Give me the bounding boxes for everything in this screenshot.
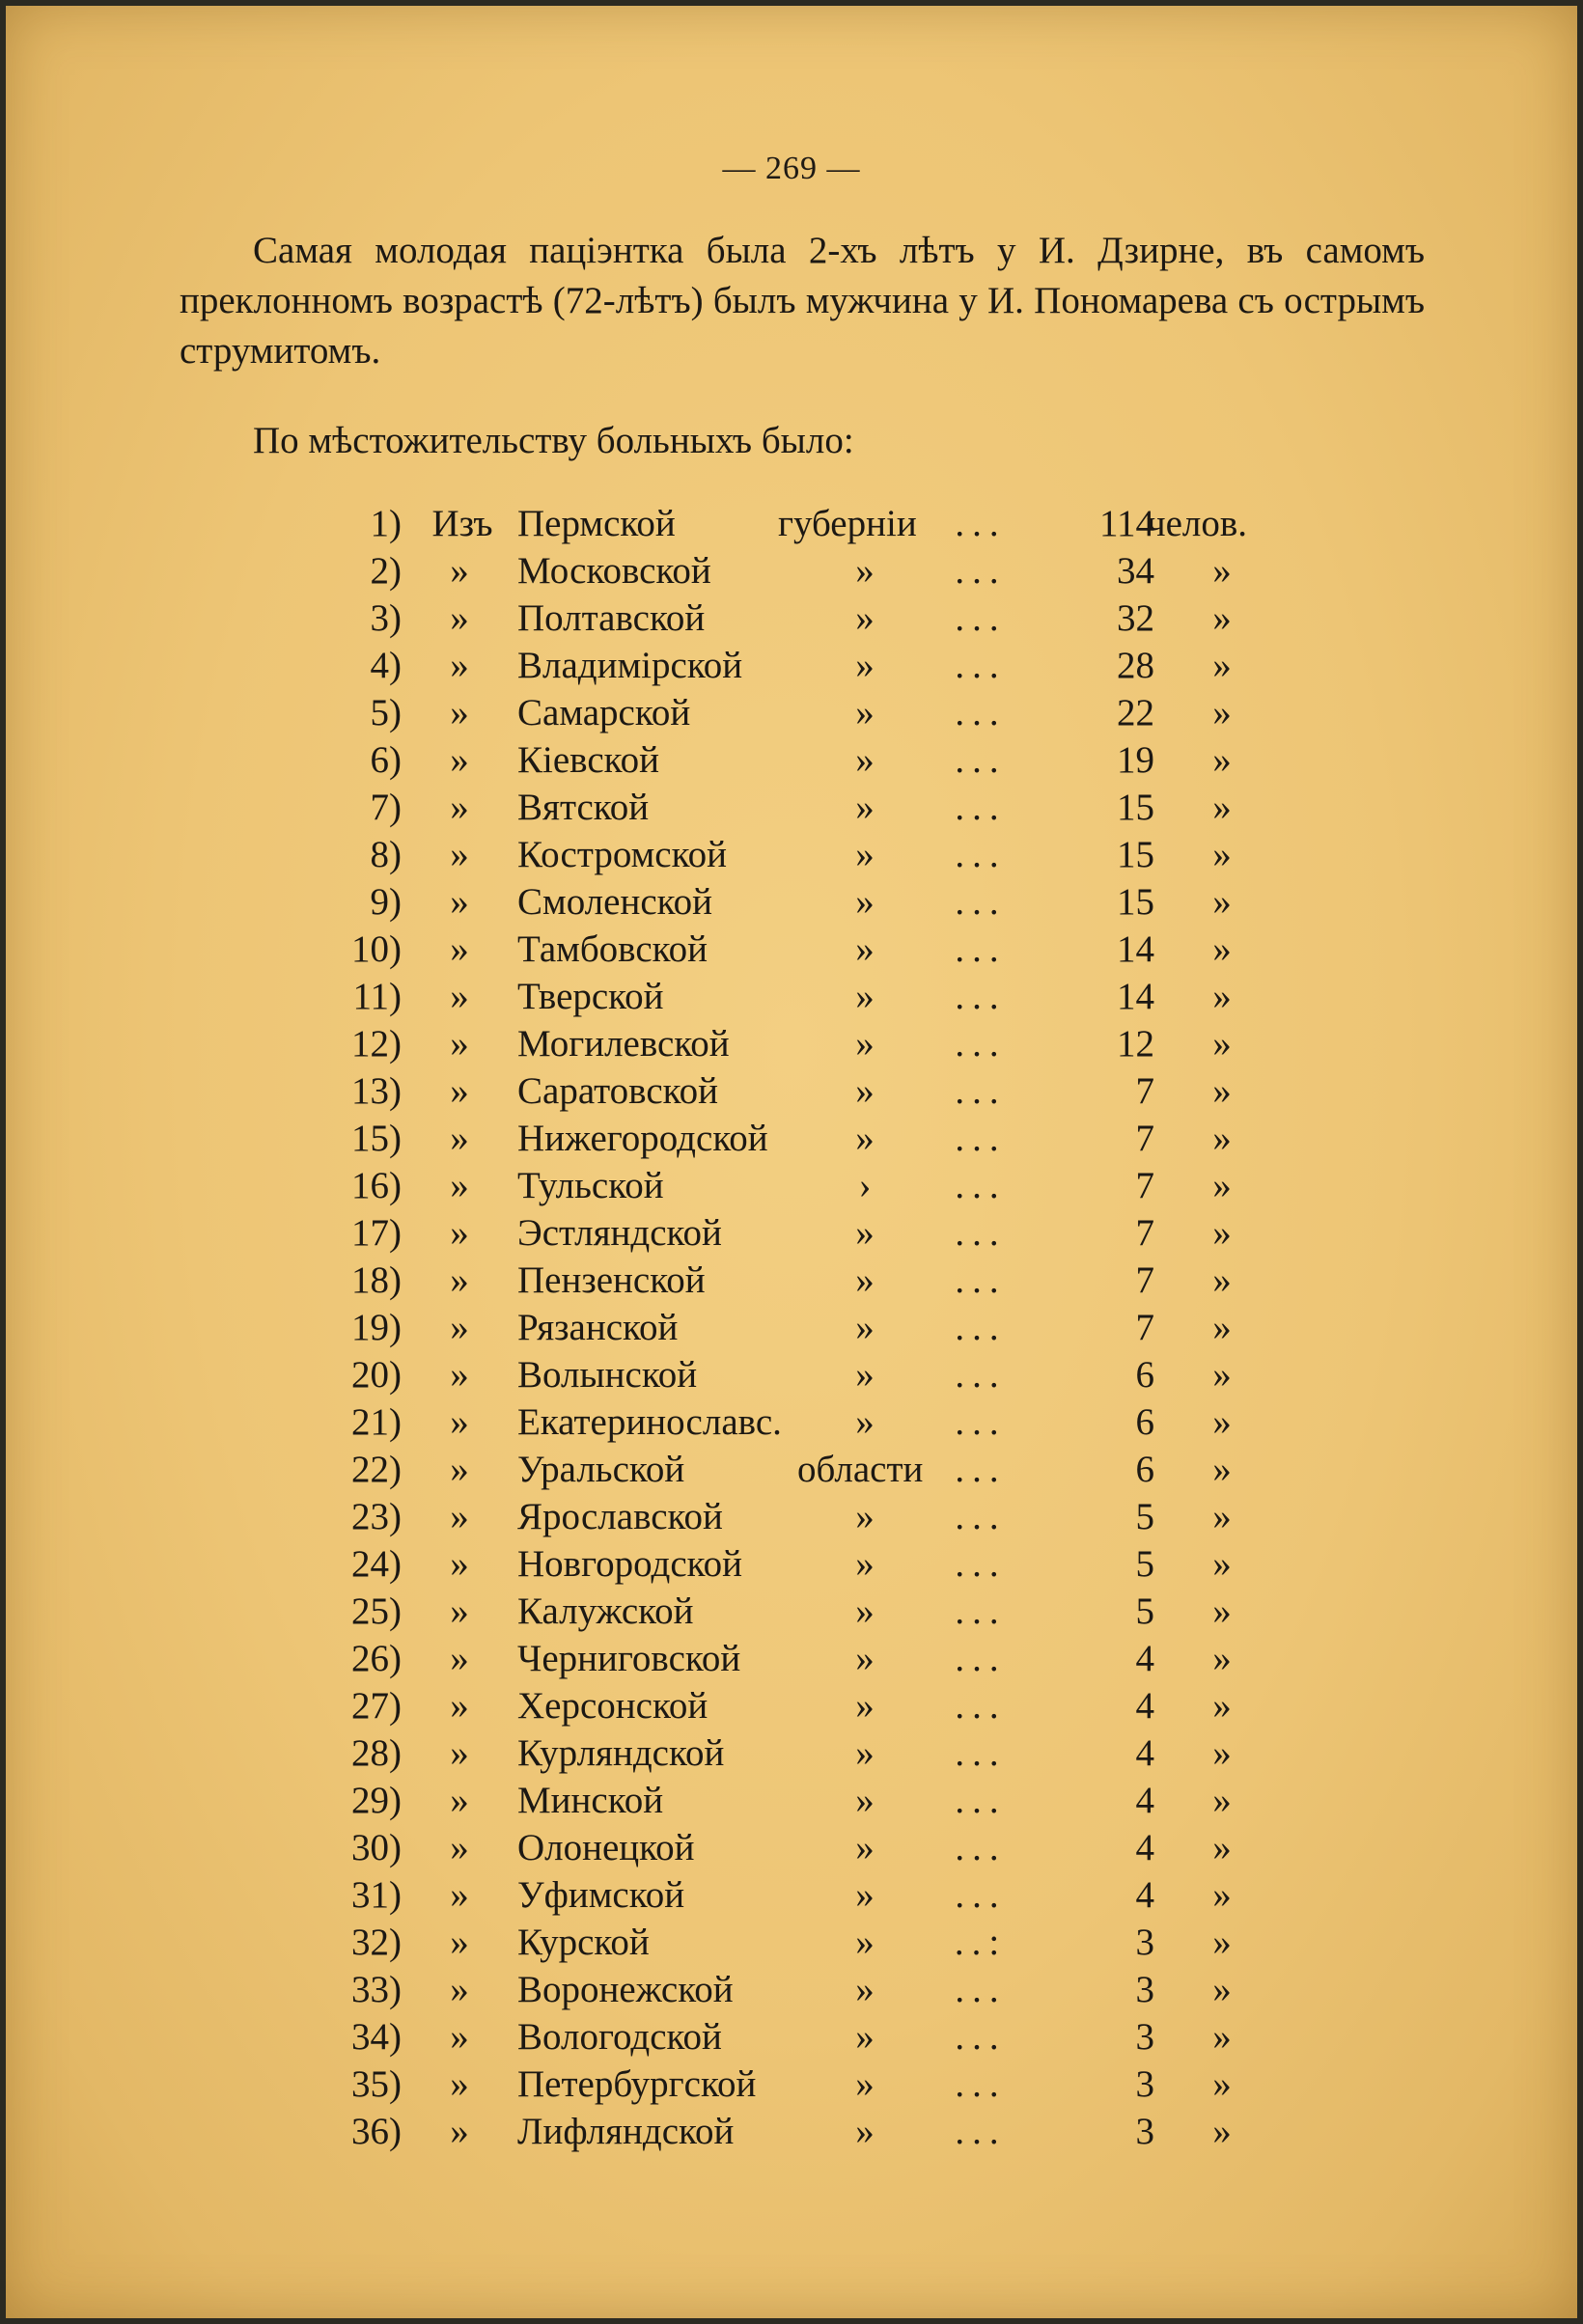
- leader-dots: ...: [955, 834, 1007, 875]
- row-preposition: »: [450, 1118, 469, 1159]
- count-unit: »: [1212, 2016, 1232, 2058]
- row-number: 10): [351, 928, 402, 970]
- leader-dots: ...: [955, 1638, 1007, 1679]
- row-preposition: »: [450, 1496, 469, 1537]
- patient-count: 5: [1135, 1543, 1154, 1585]
- province-type: »: [855, 2016, 875, 2058]
- province-type: губерніи: [778, 503, 917, 544]
- row-preposition: »: [450, 1259, 469, 1301]
- leader-dots: ...: [955, 928, 1007, 970]
- patient-count: 3: [1135, 2063, 1154, 2105]
- table-row: [6, 831, 1577, 878]
- leader-dots: ...: [955, 1732, 1007, 1774]
- row-number: 3): [370, 597, 402, 639]
- province-name: Эстляндской: [517, 1212, 722, 1254]
- count-unit: »: [1212, 1922, 1232, 1963]
- patient-count: 4: [1135, 1685, 1154, 1727]
- row-number: 35): [351, 2063, 402, 2105]
- patient-count: 22: [1117, 692, 1154, 733]
- province-name: Тамбовской: [517, 928, 708, 970]
- row-number: 29): [351, 1780, 402, 1821]
- leader-dots: ...: [955, 1259, 1007, 1301]
- province-type: »: [855, 645, 875, 686]
- row-preposition: Изъ: [431, 503, 493, 544]
- table-row: [6, 1304, 1577, 1351]
- table-row: [6, 2108, 1577, 2155]
- row-number: 32): [351, 1922, 402, 1963]
- row-preposition: »: [450, 1307, 469, 1348]
- province-type: »: [855, 1023, 875, 1065]
- row-preposition: »: [450, 1685, 469, 1727]
- row-number: 28): [351, 1732, 402, 1774]
- patient-count: 3: [1135, 2111, 1154, 2152]
- row-number: 21): [351, 1401, 402, 1443]
- book-page: [6, 6, 1577, 2318]
- count-unit: »: [1212, 1165, 1232, 1206]
- province-name: Петербургской: [517, 2063, 757, 2105]
- patient-count: 32: [1117, 597, 1154, 639]
- count-unit: »: [1212, 1023, 1232, 1065]
- row-number: 5): [370, 692, 402, 733]
- row-preposition: »: [450, 976, 469, 1017]
- patient-count: 4: [1135, 1827, 1154, 1868]
- leader-dots: ...: [955, 1212, 1007, 1254]
- patient-count: 7: [1135, 1070, 1154, 1112]
- province-name: Самарской: [517, 692, 691, 733]
- row-preposition: »: [450, 1354, 469, 1396]
- province-name: Вятской: [517, 787, 650, 828]
- row-preposition: »: [450, 1023, 469, 1065]
- patient-count: 19: [1117, 739, 1154, 781]
- row-preposition: »: [450, 1732, 469, 1774]
- row-preposition: »: [450, 881, 469, 923]
- row-preposition: »: [450, 1969, 469, 2010]
- province-type: »: [855, 1212, 875, 1254]
- patient-count: 14: [1117, 976, 1154, 1017]
- row-preposition: »: [450, 1922, 469, 1963]
- count-unit: »: [1212, 1685, 1232, 1727]
- table-row: [6, 2013, 1577, 2061]
- row-number: 8): [370, 834, 402, 875]
- count-unit: »: [1212, 1401, 1232, 1443]
- count-unit: »: [1212, 597, 1232, 639]
- patient-count: 5: [1135, 1496, 1154, 1537]
- province-name: Тверской: [517, 976, 664, 1017]
- count-unit: »: [1212, 834, 1232, 875]
- row-preposition: »: [450, 1874, 469, 1916]
- province-type: »: [855, 1307, 875, 1348]
- province-name: Владимірской: [517, 645, 743, 686]
- province-name: Курской: [517, 1922, 650, 1963]
- province-name: Смоленской: [517, 881, 712, 923]
- row-number: 27): [351, 1685, 402, 1727]
- leader-dots: ...: [955, 2016, 1007, 2058]
- leader-dots: ...: [955, 503, 1007, 544]
- table-row: [6, 1919, 1577, 1966]
- province-name: Уфимской: [517, 1874, 685, 1916]
- province-name: Полтавской: [517, 597, 706, 639]
- province-type: »: [855, 1496, 875, 1537]
- province-name: Минской: [517, 1780, 664, 1821]
- row-number: 36): [351, 2111, 402, 2152]
- table-row: [6, 1588, 1577, 1635]
- table-row: [6, 1966, 1577, 2013]
- row-number: 23): [351, 1496, 402, 1537]
- table-row: [6, 547, 1577, 595]
- province-type: »: [855, 1874, 875, 1916]
- patient-count: 7: [1135, 1212, 1154, 1254]
- count-unit: »: [1212, 787, 1232, 828]
- province-type: »: [855, 928, 875, 970]
- patient-count: 7: [1135, 1118, 1154, 1159]
- table-row: [6, 1067, 1577, 1115]
- row-number: 7): [370, 787, 402, 828]
- row-preposition: »: [450, 1449, 469, 1490]
- table-row: [6, 1020, 1577, 1067]
- row-number: 34): [351, 2016, 402, 2058]
- row-number: 31): [351, 1874, 402, 1916]
- row-number: 9): [370, 881, 402, 923]
- table-row: [6, 642, 1577, 689]
- leader-dots: ...: [955, 2111, 1007, 2152]
- province-name: Курляндской: [517, 1732, 725, 1774]
- patient-count: 6: [1135, 1401, 1154, 1443]
- province-type: области: [797, 1449, 924, 1490]
- row-preposition: »: [450, 2111, 469, 2152]
- row-preposition: »: [450, 597, 469, 639]
- province-type: »: [855, 1638, 875, 1679]
- province-type: »: [855, 1401, 875, 1443]
- leader-dots: ...: [955, 1496, 1007, 1537]
- province-type: »: [855, 787, 875, 828]
- patient-count: 5: [1135, 1591, 1154, 1632]
- count-unit: »: [1212, 1118, 1232, 1159]
- count-unit: челов.: [1147, 503, 1248, 544]
- patient-count: 3: [1135, 1922, 1154, 1963]
- patient-count: 15: [1117, 787, 1154, 828]
- row-number: 22): [351, 1449, 402, 1490]
- leader-dots: ...: [955, 1023, 1007, 1065]
- row-number: 33): [351, 1969, 402, 2010]
- row-preposition: »: [450, 1780, 469, 1821]
- row-number: 16): [351, 1165, 402, 1206]
- patient-count: 7: [1135, 1259, 1154, 1301]
- province-type: »: [855, 1780, 875, 1821]
- province-name: Саратовской: [517, 1070, 718, 1112]
- row-preposition: »: [450, 1543, 469, 1585]
- leader-dots: ...: [955, 692, 1007, 733]
- patient-count: 6: [1135, 1354, 1154, 1396]
- table-row: [6, 736, 1577, 784]
- table-row: [6, 1257, 1577, 1304]
- province-name: Олонецкой: [517, 1827, 695, 1868]
- row-number: 26): [351, 1638, 402, 1679]
- table-row: [6, 1824, 1577, 1871]
- row-number: 24): [351, 1543, 402, 1585]
- province-name: Херсонской: [517, 1685, 708, 1727]
- row-number: 11): [352, 976, 402, 1017]
- patient-count: 12: [1117, 1023, 1154, 1065]
- leader-dots: ...: [955, 1307, 1007, 1348]
- leader-dots: ...: [955, 881, 1007, 923]
- count-unit: »: [1212, 739, 1232, 781]
- leader-dots: ...: [955, 1354, 1007, 1396]
- row-preposition: »: [450, 834, 469, 875]
- count-unit: »: [1212, 2063, 1232, 2105]
- leader-dots: ...: [955, 1685, 1007, 1727]
- leader-dots: ...: [955, 597, 1007, 639]
- leader-dots: ...: [955, 1070, 1007, 1112]
- table-row: [6, 973, 1577, 1020]
- leader-dots: ...: [955, 2063, 1007, 2105]
- row-number: 19): [351, 1307, 402, 1348]
- province-name: Ярославской: [517, 1496, 723, 1537]
- table-row: [6, 500, 1577, 547]
- province-name: Новгородской: [517, 1543, 742, 1585]
- leader-dots: ...: [955, 1165, 1007, 1206]
- count-unit: »: [1212, 928, 1232, 970]
- leader-dots: ...: [955, 1401, 1007, 1443]
- row-number: 20): [351, 1354, 402, 1396]
- leader-dots: ..:: [954, 1922, 1008, 1963]
- count-unit: »: [1212, 645, 1232, 686]
- count-unit: »: [1212, 1638, 1232, 1679]
- province-name: Пензенской: [517, 1259, 706, 1301]
- count-unit: »: [1212, 1969, 1232, 2010]
- count-unit: »: [1212, 1212, 1232, 1254]
- patient-count: 15: [1117, 834, 1154, 875]
- province-type: »: [855, 1685, 875, 1727]
- province-type: »: [855, 1922, 875, 1963]
- table-row: [6, 1777, 1577, 1824]
- province-name: Могилевской: [517, 1023, 730, 1065]
- leader-dots: ...: [955, 645, 1007, 686]
- intro-paragraph: Самая молодая паціэнтка была 2-хъ лѣтъ у И. Дзирне, въ самомъ преклонномъ возрастѣ (72-лѣтъ) былъ мужчина у И. Пономарева съ острымъ струмитомъ.: [180, 230, 1425, 372]
- row-preposition: »: [450, 550, 469, 592]
- count-unit: »: [1212, 1496, 1232, 1537]
- count-unit: »: [1212, 1591, 1232, 1632]
- count-unit: »: [1212, 1307, 1232, 1348]
- leader-dots: ...: [955, 1118, 1007, 1159]
- table-row: [6, 1871, 1577, 1919]
- leader-dots: ...: [955, 1827, 1007, 1868]
- patient-count: 114: [1098, 503, 1154, 544]
- province-name: Кіевской: [517, 739, 659, 781]
- table-row: [6, 1209, 1577, 1257]
- row-preposition: »: [450, 2063, 469, 2105]
- province-type: »: [855, 1354, 875, 1396]
- table-row: [6, 926, 1577, 973]
- province-name: Уральской: [517, 1449, 685, 1490]
- count-unit: »: [1212, 1543, 1232, 1585]
- table-row: [6, 689, 1577, 736]
- table-row: [6, 784, 1577, 831]
- province-name: Вологодской: [517, 2016, 722, 2058]
- patient-count: 3: [1135, 1969, 1154, 2010]
- row-preposition: »: [450, 1827, 469, 1868]
- province-type: »: [855, 2111, 875, 2152]
- count-unit: »: [1212, 692, 1232, 733]
- row-number: 18): [351, 1259, 402, 1301]
- province-type: »: [855, 1969, 875, 2010]
- province-name: Костромской: [517, 834, 727, 875]
- province-type: »: [855, 1591, 875, 1632]
- leader-dots: ...: [955, 1969, 1007, 2010]
- leader-dots: ...: [955, 1449, 1007, 1490]
- row-preposition: »: [450, 692, 469, 733]
- leader-dots: ...: [955, 1543, 1007, 1585]
- count-unit: »: [1212, 1732, 1232, 1774]
- row-preposition: »: [450, 1591, 469, 1632]
- page-number: — 269 —: [722, 151, 861, 186]
- province-type: »: [855, 2063, 875, 2105]
- count-unit: »: [1212, 1449, 1232, 1490]
- row-number: 6): [370, 739, 402, 781]
- patient-count: 4: [1135, 1780, 1154, 1821]
- row-number: 30): [351, 1827, 402, 1868]
- table-row: [6, 1398, 1577, 1446]
- patient-count: 4: [1135, 1638, 1154, 1679]
- province-type: ›: [858, 1165, 872, 1206]
- patient-count: 6: [1135, 1449, 1154, 1490]
- province-name: Калужской: [517, 1591, 694, 1632]
- table-row: [6, 1162, 1577, 1209]
- row-number: 13): [351, 1070, 402, 1112]
- province-name: Воронежской: [517, 1969, 734, 2010]
- province-type: »: [855, 1118, 875, 1159]
- count-unit: »: [1212, 1259, 1232, 1301]
- province-name: Екатеринославс.: [517, 1401, 782, 1443]
- patient-count: 3: [1135, 2016, 1154, 2058]
- province-name: Рязанской: [517, 1307, 679, 1348]
- row-preposition: »: [450, 1070, 469, 1112]
- row-preposition: »: [450, 739, 469, 781]
- leader-dots: ...: [955, 787, 1007, 828]
- province-type: »: [855, 1259, 875, 1301]
- province-name: Нижегородской: [517, 1118, 768, 1159]
- row-preposition: »: [450, 1638, 469, 1679]
- table-row: [6, 1540, 1577, 1588]
- table-row: [6, 1635, 1577, 1682]
- row-preposition: »: [450, 787, 469, 828]
- province-name: Лифляндской: [517, 2111, 735, 2152]
- leader-dots: ...: [955, 1591, 1007, 1632]
- row-preposition: »: [450, 645, 469, 686]
- table-row: [6, 1115, 1577, 1162]
- count-unit: »: [1212, 2111, 1232, 2152]
- leader-dots: ...: [955, 550, 1007, 592]
- row-preposition: »: [450, 928, 469, 970]
- table-row: [6, 1682, 1577, 1729]
- table-row: [6, 1729, 1577, 1777]
- patient-count: 28: [1117, 645, 1154, 686]
- residence-table: [6, 500, 1577, 2155]
- count-unit: »: [1212, 881, 1232, 923]
- patient-count: 14: [1117, 928, 1154, 970]
- leader-dots: ...: [955, 739, 1007, 781]
- row-number: 17): [351, 1212, 402, 1254]
- patient-count: 7: [1135, 1307, 1154, 1348]
- row-number: 2): [370, 550, 402, 592]
- leader-dots: ...: [955, 1874, 1007, 1916]
- count-unit: »: [1212, 550, 1232, 592]
- province-type: »: [855, 976, 875, 1017]
- province-type: »: [855, 1543, 875, 1585]
- table-row: [6, 595, 1577, 642]
- province-type: »: [855, 1732, 875, 1774]
- province-type: »: [855, 834, 875, 875]
- count-unit: »: [1212, 1874, 1232, 1916]
- count-unit: »: [1212, 1827, 1232, 1868]
- province-name: Волынской: [517, 1354, 698, 1396]
- province-type: »: [855, 881, 875, 923]
- table-row: [6, 1446, 1577, 1493]
- row-preposition: »: [450, 1165, 469, 1206]
- row-preposition: »: [450, 2016, 469, 2058]
- table-row: [6, 1493, 1577, 1540]
- table-row: [6, 878, 1577, 926]
- row-preposition: »: [450, 1401, 469, 1443]
- count-unit: »: [1212, 976, 1232, 1017]
- province-type: »: [855, 692, 875, 733]
- province-name: Тульской: [517, 1165, 664, 1206]
- province-type: »: [855, 1827, 875, 1868]
- province-name: Пермской: [517, 503, 676, 544]
- province-type: »: [855, 1070, 875, 1112]
- row-number: 25): [351, 1591, 402, 1632]
- patient-count: 4: [1135, 1874, 1154, 1916]
- province-type: »: [855, 550, 875, 592]
- province-type: »: [855, 739, 875, 781]
- province-type: »: [855, 597, 875, 639]
- row-number: 12): [351, 1023, 402, 1065]
- count-unit: »: [1212, 1780, 1232, 1821]
- patient-count: 15: [1117, 881, 1154, 923]
- leader-dots: ...: [955, 976, 1007, 1017]
- row-number: 1): [370, 503, 402, 544]
- row-number: 4): [370, 645, 402, 686]
- province-name: Московской: [517, 550, 711, 592]
- patient-count: 4: [1135, 1732, 1154, 1774]
- patient-count: 7: [1135, 1165, 1154, 1206]
- leader-dots: ...: [955, 1780, 1007, 1821]
- count-unit: »: [1212, 1354, 1232, 1396]
- row-preposition: »: [450, 1212, 469, 1254]
- table-row: [6, 1351, 1577, 1398]
- row-number: 15): [351, 1118, 402, 1159]
- province-name: Черниговской: [517, 1638, 741, 1679]
- table-heading: По мѣстожительству больныхъ было:: [253, 420, 854, 461]
- table-row: [6, 2061, 1577, 2108]
- count-unit: »: [1212, 1070, 1232, 1112]
- patient-count: 34: [1117, 550, 1154, 592]
